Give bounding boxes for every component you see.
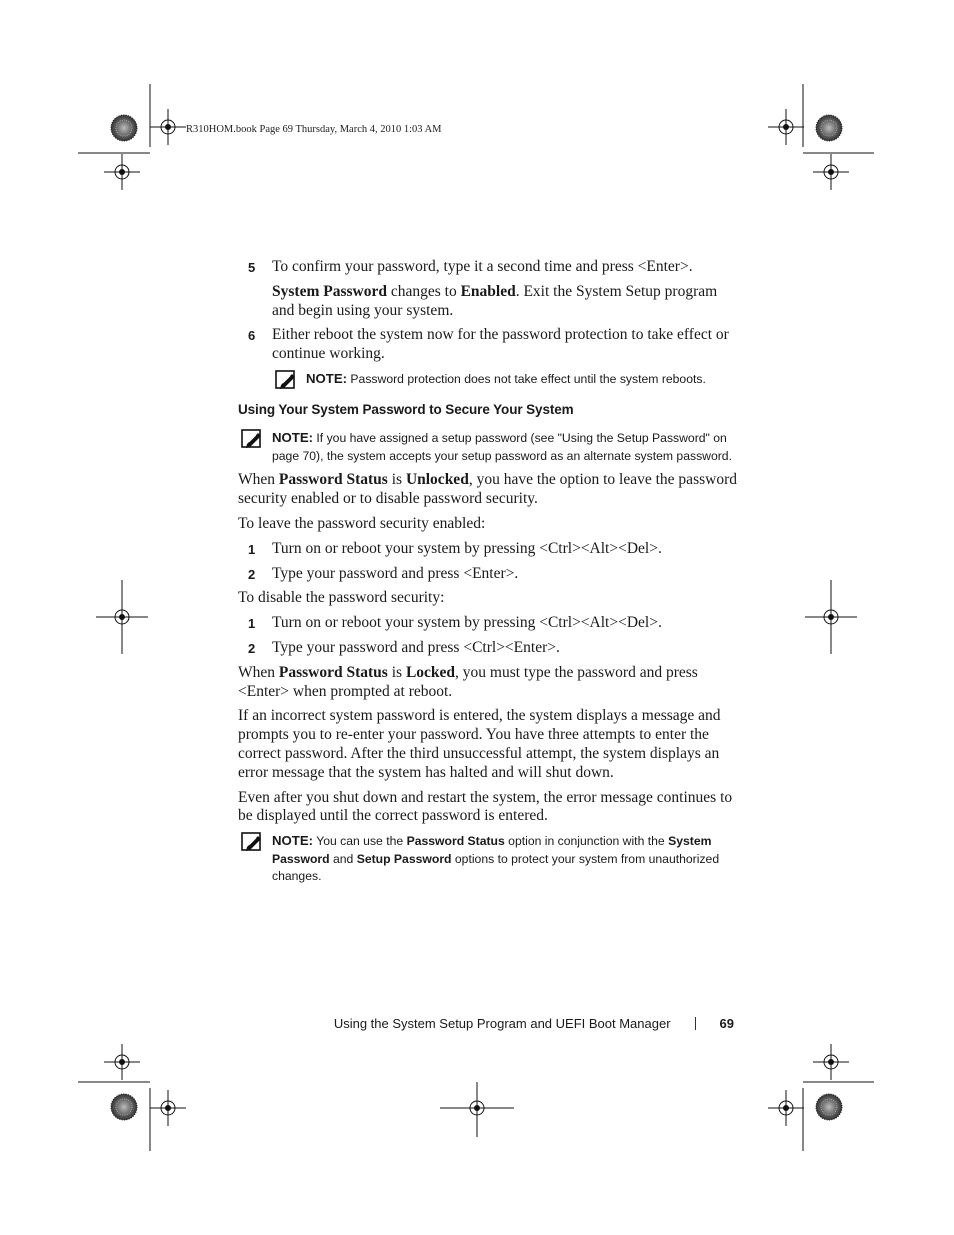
note-pencil-icon (241, 429, 263, 449)
step-text: Type your password and press <Enter>. (272, 564, 519, 582)
page-content (238, 258, 738, 892)
term-password-status: Password Status (278, 471, 388, 489)
page-footer (334, 1016, 734, 1031)
registration-mark-top-right (768, 109, 804, 145)
paragraph-status-unlocked: When Password Status is Unlocked, you have the option to leave the password security enabled or to disable password security. (238, 471, 737, 508)
step-text: Turn on or reboot your system by pressing <Ctrl><Alt><Del>. (272, 614, 662, 632)
step-number: 1 (248, 616, 256, 632)
disable-step-2 (238, 639, 738, 658)
step-text: To confirm your password, type it a second time and press <Enter>. (272, 258, 693, 275)
note-reboot: NOTE: Password protection does not take effect until the system reboots. (272, 370, 738, 389)
paragraph-leave-enabled: To leave the password security enabled: (238, 515, 486, 533)
color-disc-top-right (816, 115, 842, 141)
paragraph-restart: Even after you shut down and restart the system, the error message continues to be displayed until the correct password is entered. (238, 788, 733, 825)
color-disc-top-left (111, 115, 137, 141)
registration-mark-right-top (813, 154, 849, 190)
registration-mark-bottom-right (768, 1090, 804, 1126)
term-password-status: Password Status (278, 663, 388, 681)
note-setup-password: NOTE: If you have assigned a setup password (see "Using the Setup Password" on page 70), the system accepts your setup password as an alternate system password. (238, 429, 738, 465)
print-header: R310HOM.book Page 69 Thursday, March 4, 2010 1:03 AM (186, 124, 442, 135)
leave-step-2 (238, 565, 738, 584)
step-number: 2 (248, 566, 256, 582)
step-text: Turn on or reboot your system by pressing <Ctrl><Alt><Del>. (272, 539, 662, 557)
note-password-status: NOTE: You can use the Password Status option in conjunction with the System Password and Setup Password options to protect your system from unauthorized changes. (238, 832, 738, 886)
paragraph-disable: To disable the password security: (238, 589, 445, 607)
note-pencil-icon (241, 832, 263, 852)
paragraph-incorrect-password: If an incorrect system password is entered, the system displays a message and prompts you to re-enter your password. You have three attempts to enter the correct password. After the third unsuccessful attempt, the system displays an error message that the system has halted and will shut down. (238, 707, 721, 781)
term-system-password: System Password (272, 282, 387, 300)
step-number: 2 (248, 641, 256, 657)
disable-step-1 (238, 614, 738, 633)
step-number: 6 (248, 328, 256, 344)
term-unlocked: Unlocked (405, 471, 469, 489)
registration-mark-left-top (104, 154, 140, 190)
step-text: Type your password and press <Ctrl><Enter>. (272, 639, 560, 657)
step-number: 1 (248, 541, 256, 557)
step-6 (238, 326, 738, 364)
step-5 (238, 258, 738, 277)
footer-chapter-title: Using the System Setup Program and UEFI Boot Manager (333, 1016, 671, 1031)
note-label: NOTE: (272, 430, 314, 446)
paragraph-status-locked: When Password Status is Locked, you must type the password and press <Enter> when prompted at reboot. (238, 663, 698, 700)
section-heading: Using Your System Password to Secure Your System (238, 402, 574, 418)
term-locked: Locked (405, 663, 456, 681)
registration-mark-bottom-left (150, 1090, 186, 1126)
step-5-detail: System Password changes to Enabled. Exit the System Setup program and begin using your system. (272, 282, 718, 319)
term-enabled: Enabled (460, 282, 516, 300)
footer-separator (695, 1017, 696, 1030)
color-disc-bottom-left (111, 1094, 137, 1120)
registration-mark-right-bottom (813, 1044, 849, 1080)
leave-step-1 (238, 540, 738, 559)
registration-mark-top-left (150, 109, 186, 145)
note-pencil-icon (275, 370, 297, 390)
note-label: NOTE: (306, 370, 348, 386)
step-text: Either reboot the system now for the password protection to take effect or continue working. (272, 326, 729, 363)
page-number: 69 (719, 1016, 734, 1031)
registration-mark-left-bottom (104, 1044, 140, 1080)
step-number: 5 (248, 260, 256, 275)
color-disc-bottom-right (816, 1094, 842, 1120)
note-label: NOTE: (272, 833, 314, 849)
